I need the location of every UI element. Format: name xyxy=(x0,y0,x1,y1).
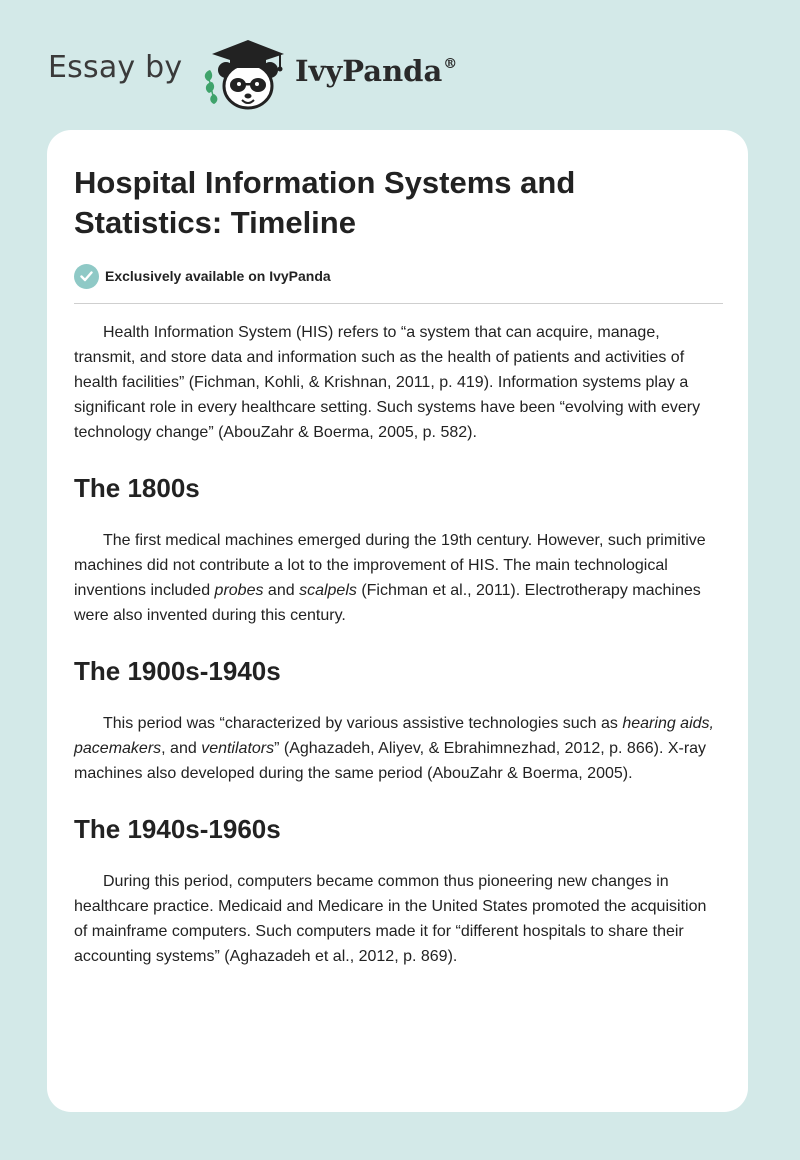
text-run: ” (Aghazadeh, Aliyev, & Ebrahimnezhad, 2012, p. 866). X-ray machines also developed during the same period (AbouZahr & Boerma, 2005). xyxy=(74,740,707,782)
text-run: , and xyxy=(161,740,202,757)
brand-name: IvyPanda xyxy=(295,54,443,88)
check-circle-icon xyxy=(74,264,99,289)
exclusive-label: Exclusively available on IvyPanda xyxy=(105,268,331,284)
page-title: Hospital Information Systems and Statistics: Timeline xyxy=(74,165,576,240)
italic-term: scalpels xyxy=(299,582,357,599)
ivypanda-logo-text[interactable] xyxy=(295,54,457,88)
ivy-leaf-icon xyxy=(205,70,218,104)
essay-by-label: Essay by xyxy=(48,50,183,85)
section-heading-1800s: The 1800s xyxy=(74,473,200,503)
italic-term: probes xyxy=(214,582,264,599)
text-run: This period was “characterized by various assistive technologies such as xyxy=(103,715,623,732)
text-run: and xyxy=(263,582,300,599)
site-header xyxy=(0,0,800,130)
text-run: The first medical machines emerged during the 19th century. However, such primitive machines did not contribute a lot to the improvement of HIS. The main technological inventions included xyxy=(74,532,706,599)
italic-term: hearing aids, pacemakers xyxy=(74,715,714,757)
section-paragraph-1900s-1940s xyxy=(74,711,723,786)
essay-card xyxy=(47,130,748,1112)
intro-paragraph xyxy=(74,320,723,445)
text-run: Health Information System (HIS) refers to “a system that can acquire, manage, transmit, and store data and information such as the health of patients and activities of health facilities” (Fichman, Kohli, & Krishnan, 2011, p. 419). Information systems play a significant role in every healthcare setting. Such systems have been “evolving with every technology change” (AbouZahr & Boerma, 2005, p. 582). xyxy=(74,324,701,441)
italic-term: ventilators xyxy=(201,740,275,757)
section-paragraph-1940s-1960s xyxy=(74,869,723,969)
panda-graduation-cap-icon[interactable] xyxy=(200,36,292,110)
section-paragraph-1800s xyxy=(74,528,723,628)
divider xyxy=(74,303,723,304)
text-run: (Fichman et al., 2011). Electrotherapy machines were also invented during this century. xyxy=(74,582,701,624)
essay-body xyxy=(74,320,723,969)
section-heading-1940s-1960s: The 1940s-1960s xyxy=(74,814,281,844)
section-heading-1900s-1940s: The 1900s-1940s xyxy=(74,656,281,686)
text-run: During this period, computers became common thus pioneering new changes in healthcare practice. Medicaid and Medicare in the United States promoted the acquisition of mainframe computers. Such computers made it for “different hospitals to share their accounting systems” (Aghazadeh et al., 2012, p. 869). xyxy=(74,873,707,965)
registered-mark: ® xyxy=(443,56,458,72)
exclusive-badge xyxy=(74,263,331,289)
